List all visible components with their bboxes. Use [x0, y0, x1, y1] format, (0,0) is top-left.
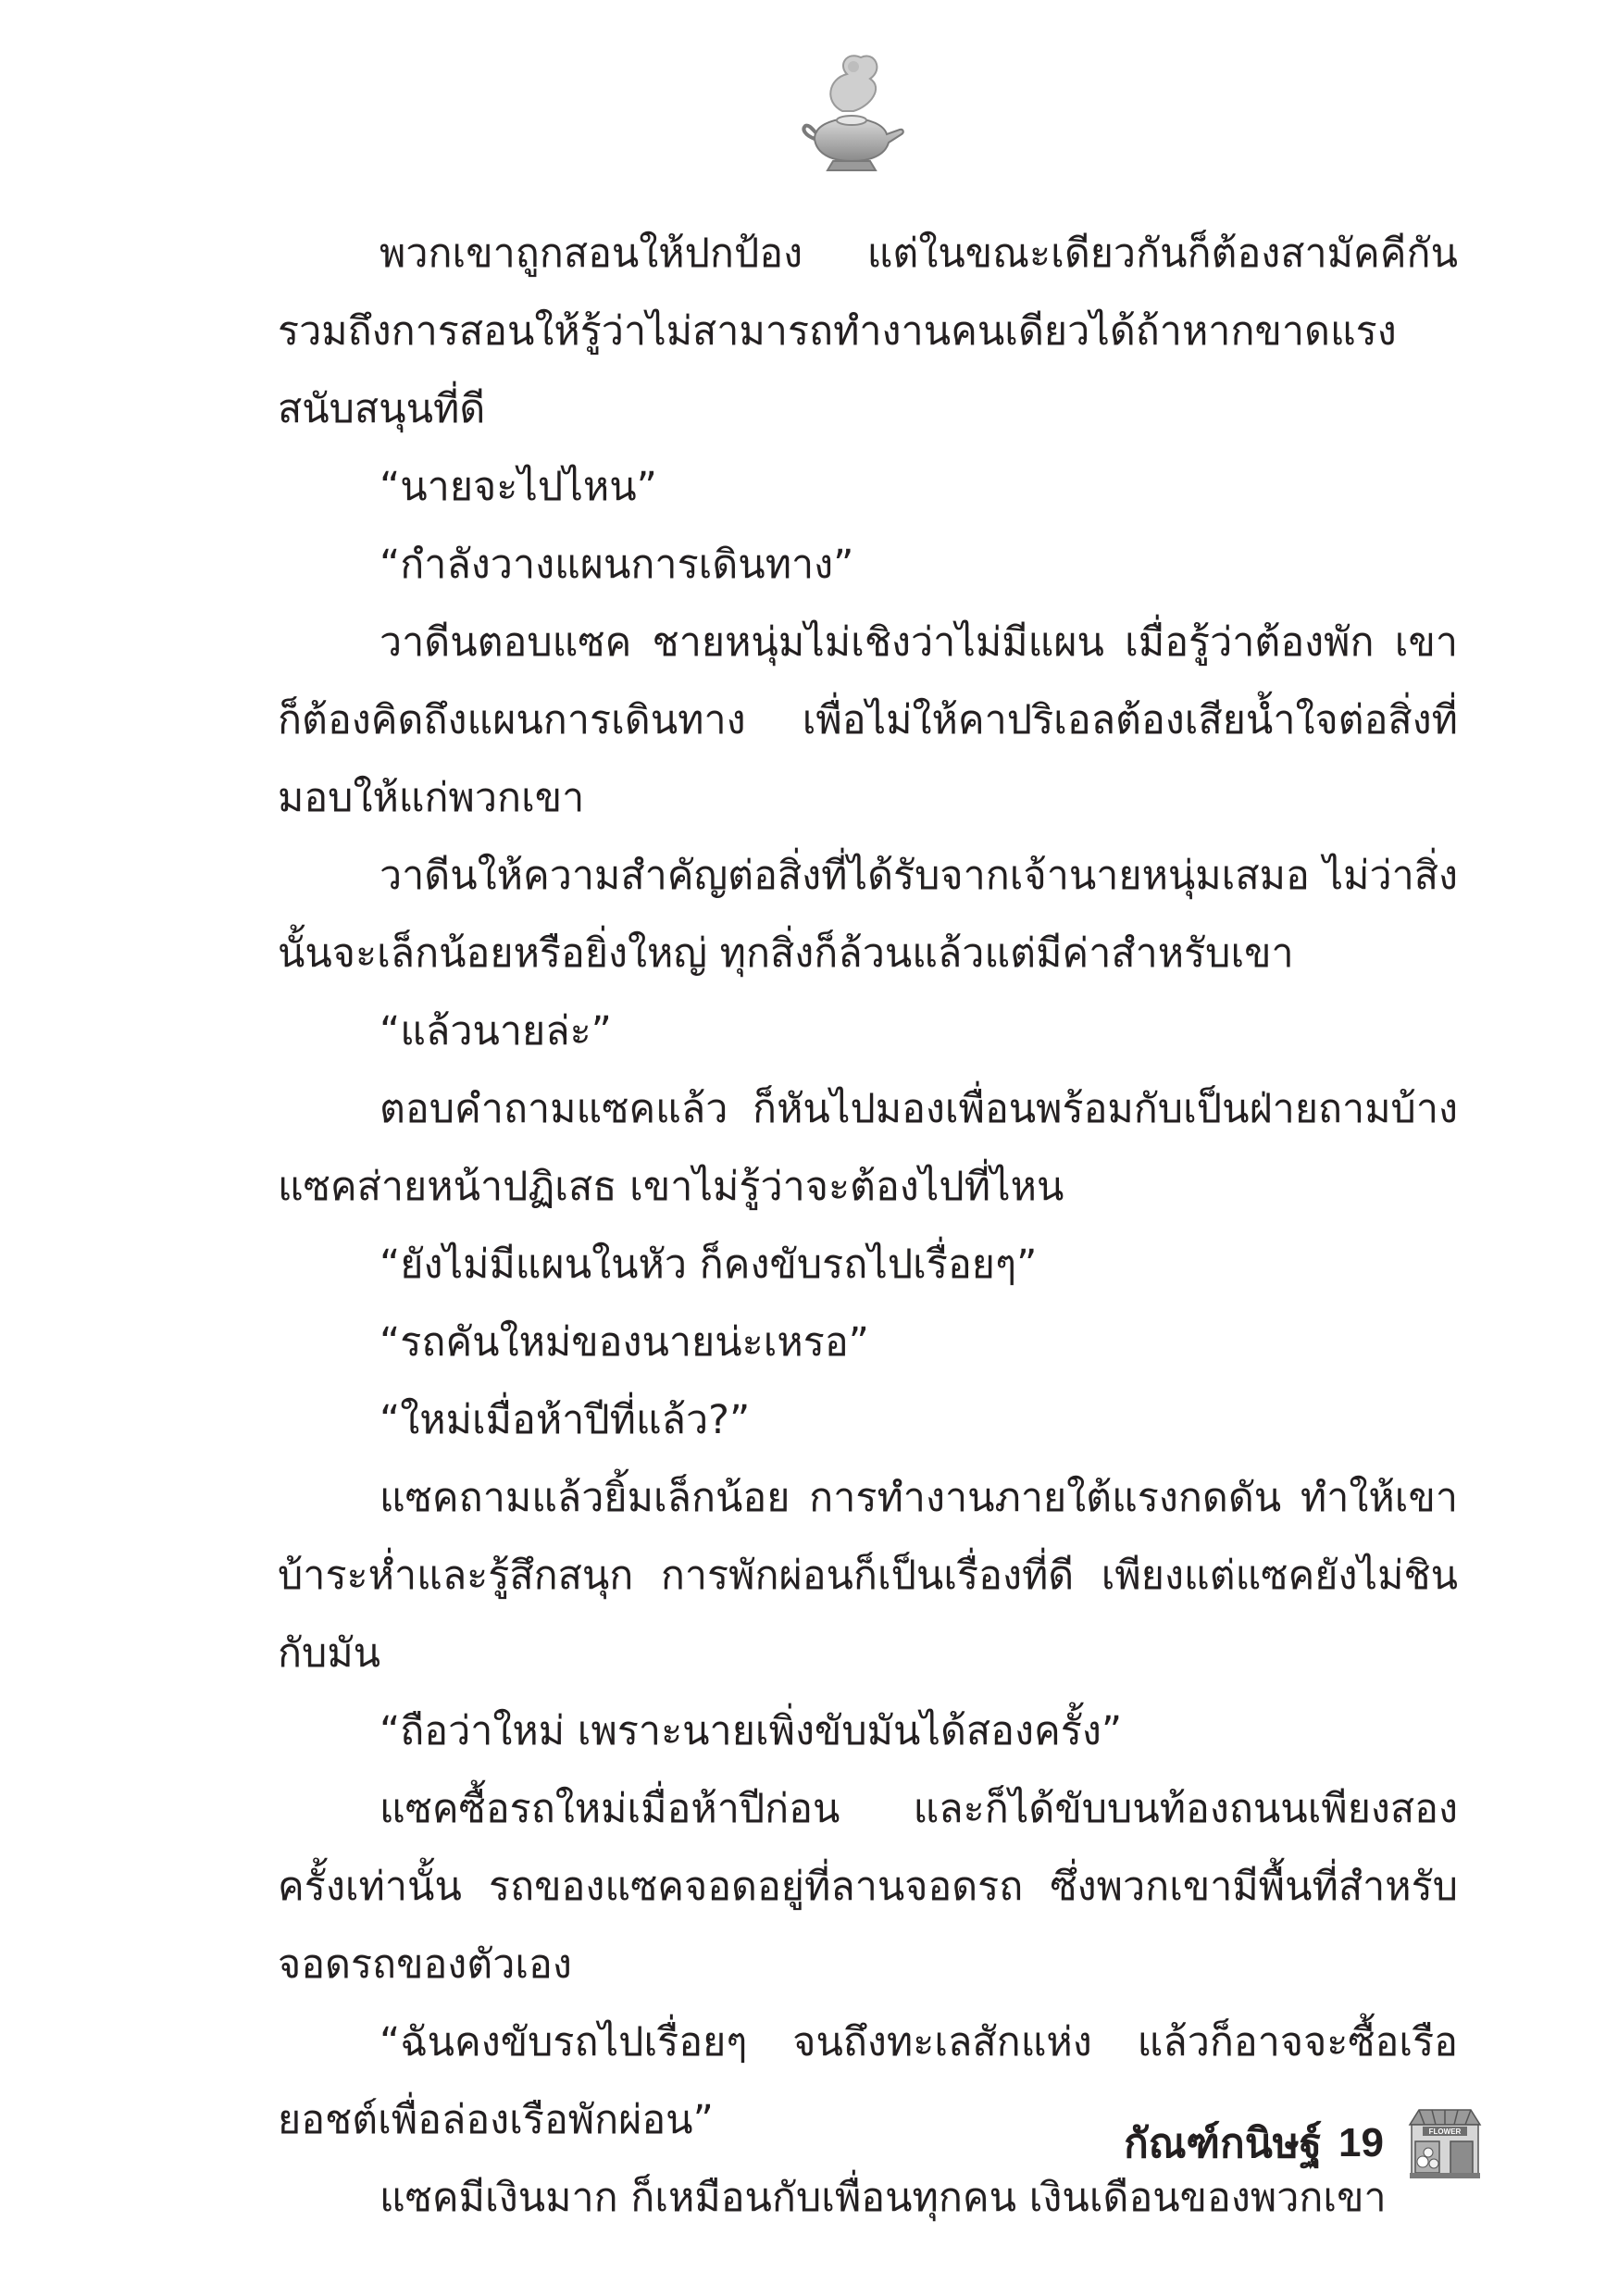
- paragraph: “นายจะไปไหน”: [380, 464, 657, 510]
- genie-lamp-icon: [796, 46, 907, 176]
- paragraph: “ใหม่เมื่อห้าปีที่แล้ว?”: [380, 1397, 751, 1443]
- paragraph: “ฉันคงขับรถไปเรื่อยๆ จนถึงทะเลสักแห่ง แล้วก็อาจจะซื้อเรือยอชต์เพื่อล่องเรือพักผ่อน”: [278, 2019, 1458, 2143]
- page-number: 19: [1338, 2120, 1384, 2165]
- paragraph: แซคถามแล้วยิ้มเล็กน้อย การทำงานภายใต้แรงกดดัน ทำให้เขาบ้าระห่ำและรู้สึกสนุก การพักผ่อนก็เป็นเรื่องที่ดี เพียงแต่แซคยังไม่ชินกับมัน: [278, 1475, 1458, 1677]
- story-text: [278, 215, 1458, 2237]
- paragraph: “ยังไม่มีแผนในหัว ก็คงขับรถไปเรื่อยๆ”: [380, 1242, 1038, 1288]
- paragraph: “แล้วนายล่ะ”: [380, 1008, 612, 1054]
- paragraph: วาดีนตอบแซค ชายหนุ่มไม่เชิงว่าไม่มีแผน เมื่อรู้ว่าต้องพัก เขาก็ต้องคิดถึงแผนการเดินทาง เพื่อไม่ให้คาปริเอลต้องเสียน้ำใจต่อสิ่งที่มอบให้แก่พวกเขา: [278, 619, 1458, 821]
- flower-shop-icon: [1406, 2104, 1484, 2182]
- paragraph: ตอบคำถามแซคแล้ว ก็หันไปมองเพื่อนพร้อมกับเป็นฝ่ายถามบ้าง แซคส่ายหน้าปฏิเสธ เขาไม่รู้ว่าจะต้องไปที่ไหน: [278, 1086, 1458, 1210]
- author-name: กัณฑ์กนิษฐ์: [1124, 2120, 1323, 2167]
- page-footer: [1124, 2102, 1484, 2185]
- paragraph: แซคมีเงินมาก ก็เหมือนกับเพื่อนทุกคน เงินเดือนของพวกเขา: [380, 2175, 1387, 2221]
- paragraph: “กำลังวางแผนการเดินทาง”: [380, 542, 854, 588]
- shop-sign-text: FLOWER: [1428, 2128, 1462, 2136]
- paragraph: “รถคันใหม่ของนายน่ะเหรอ”: [380, 1319, 869, 1366]
- paragraph: “ถือว่าใหม่ เพราะนายเพิ่งขับมันได้สองครั้ง”: [380, 1708, 1123, 1754]
- paragraph: วาดีนให้ความสำคัญต่อสิ่งที่ได้รับจากเจ้านายหนุ่มเสมอ ไม่ว่าสิ่งนั้นจะเล็กน้อยหรือยิ่งใหญ่ ทุกสิ่งก็ล้วนแล้วแต่มีค่าสำหรับเขา: [278, 853, 1458, 977]
- paragraph: พวกเขาถูกสอนให้ปกป้อง แต่ในขณะเดียวกันก็ต้องสามัคคีกัน รวมถึงการสอนให้รู้ว่าไม่สามารถทำงานคนเดียวได้ถ้าหากขาดแรงสนับสนุนที่ดี: [278, 231, 1458, 432]
- paragraph: แซคซื้อรถใหม่เมื่อห้าปีก่อน และก็ได้ขับบนท้องถนนเพียงสองครั้งเท่านั้น รถของแซคจอดอยู่ที่ลานจอดรถ ซึ่งพวกเขามีพื้นที่สำหรับจอดรถของตัวเอง: [278, 1786, 1458, 1988]
